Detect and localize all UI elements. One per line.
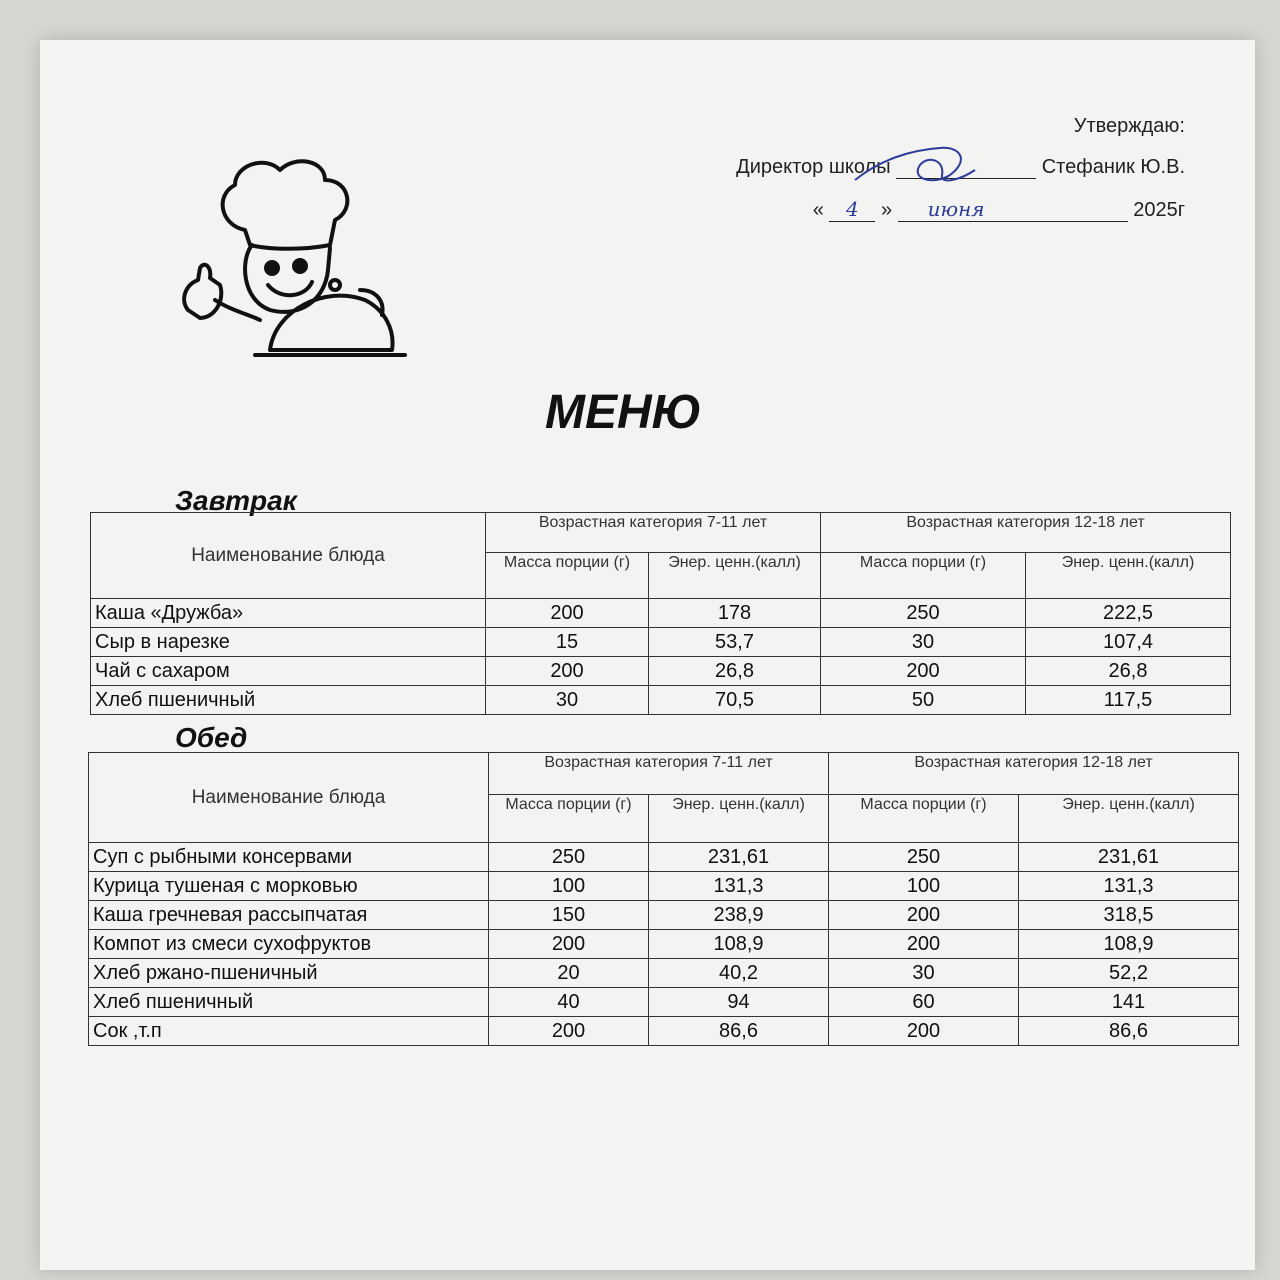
energy-value: 94	[649, 988, 829, 1017]
lunch-title: Обед	[175, 722, 248, 753]
energy-value: 70,5	[649, 686, 821, 715]
energy-value: 141	[1019, 988, 1239, 1017]
director-label: Директор школы	[736, 156, 891, 178]
mass-value: 150	[489, 901, 649, 930]
date-day: 4	[829, 197, 875, 222]
date-close-quote: »	[880, 199, 893, 221]
table-row	[91, 628, 1231, 657]
mass-value: 250	[821, 599, 1026, 628]
chef-icon	[160, 150, 410, 370]
mass-value: 30	[829, 959, 1019, 988]
date-month: июня	[898, 197, 1128, 222]
breakfast-title: Завтрак	[175, 485, 297, 516]
mass-value: 30	[821, 628, 1026, 657]
mass-value: 30	[486, 686, 649, 715]
mass-value: 40	[489, 988, 649, 1017]
mass-header: Масса порции (г)	[489, 795, 649, 843]
table-row	[91, 686, 1231, 715]
energy-value: 86,6	[1019, 1017, 1239, 1046]
energy-value: 231,61	[1019, 843, 1239, 872]
dish-name: Каша «Дружба»	[91, 599, 486, 628]
table-row	[89, 901, 1239, 930]
energy-value: 131,3	[1019, 872, 1239, 901]
energy-value: 318,5	[1019, 901, 1239, 930]
date-line	[736, 197, 1185, 222]
mass-value: 200	[489, 1017, 649, 1046]
energy-header: Энер. ценн.(калл)	[649, 795, 829, 843]
table-row	[89, 1017, 1239, 1046]
signature-icon	[850, 140, 980, 200]
energy-value: 107,4	[1026, 628, 1231, 657]
mass-value: 15	[486, 628, 649, 657]
approve-label: Утверждаю:	[1073, 115, 1185, 137]
energy-value: 238,9	[649, 901, 829, 930]
dish-name: Хлеб пшеничный	[89, 988, 489, 1017]
mass-value: 200	[821, 657, 1026, 686]
mass-value: 200	[486, 657, 649, 686]
dish-name: Сок ,т.п	[89, 1017, 489, 1046]
mass-header: Масса порции (г)	[829, 795, 1019, 843]
mass-header: Масса порции (г)	[486, 553, 649, 599]
breakfast-table	[90, 512, 1231, 715]
date-year: 2025г	[1133, 199, 1185, 221]
energy-value: 26,8	[1026, 657, 1231, 686]
energy-value: 40,2	[649, 959, 829, 988]
mass-header: Масса порции (г)	[821, 553, 1026, 599]
energy-value: 53,7	[649, 628, 821, 657]
table-row	[89, 988, 1239, 1017]
mass-value: 200	[829, 901, 1019, 930]
energy-value: 86,6	[649, 1017, 829, 1046]
date-open-quote: «	[812, 199, 824, 221]
dish-name: Чай с сахаром	[91, 657, 486, 686]
mass-value: 60	[829, 988, 1019, 1017]
page-title: МЕНЮ	[545, 386, 702, 439]
lunch-table	[88, 752, 1239, 1046]
mass-value: 200	[486, 599, 649, 628]
energy-header: Энер. ценн.(калл)	[1019, 795, 1239, 843]
table-row	[89, 843, 1239, 872]
table-row	[89, 959, 1239, 988]
dish-name: Каша гречневая рассыпчатая	[89, 901, 489, 930]
energy-value: 117,5	[1026, 686, 1231, 715]
dish-name: Компот из смеси сухофруктов	[89, 930, 489, 959]
mass-value: 100	[829, 872, 1019, 901]
energy-value: 52,2	[1019, 959, 1239, 988]
dish-name: Курица тушеная с морковью	[89, 872, 489, 901]
energy-value: 108,9	[1019, 930, 1239, 959]
table-row	[89, 930, 1239, 959]
age-category-header: Возрастная категория 7-11 лет	[486, 513, 821, 553]
energy-header: Энер. ценн.(калл)	[1026, 553, 1231, 599]
mass-value: 200	[829, 930, 1019, 959]
table-row	[89, 872, 1239, 901]
energy-header: Энер. ценн.(калл)	[649, 553, 821, 599]
mass-value: 250	[829, 843, 1019, 872]
dish-header: Наименование блюда	[91, 513, 486, 599]
energy-value: 131,3	[649, 872, 829, 901]
dish-header: Наименование блюда	[89, 753, 489, 843]
mass-value: 250	[489, 843, 649, 872]
dish-name: Хлеб пшеничный	[91, 686, 486, 715]
mass-value: 50	[821, 686, 1026, 715]
energy-value: 178	[649, 599, 821, 628]
energy-value: 231,61	[649, 843, 829, 872]
age-category-header: Возрастная категория 12-18 лет	[821, 513, 1231, 553]
age-category-header: Возрастная категория 12-18 лет	[829, 753, 1239, 795]
table-row	[91, 657, 1231, 686]
table-row	[91, 599, 1231, 628]
dish-name: Сыр в нарезке	[91, 628, 486, 657]
mass-value: 200	[489, 930, 649, 959]
age-category-header: Возрастная категория 7-11 лет	[489, 753, 829, 795]
energy-value: 222,5	[1026, 599, 1231, 628]
mass-value: 200	[829, 1017, 1019, 1046]
dish-name: Суп с рыбными консервами	[89, 843, 489, 872]
energy-value: 26,8	[649, 657, 821, 686]
mass-value: 20	[489, 959, 649, 988]
director-name: Стефаник Ю.В.	[1041, 156, 1185, 178]
mass-value: 100	[489, 872, 649, 901]
energy-value: 108,9	[649, 930, 829, 959]
dish-name: Хлеб ржано-пшеничный	[89, 959, 489, 988]
